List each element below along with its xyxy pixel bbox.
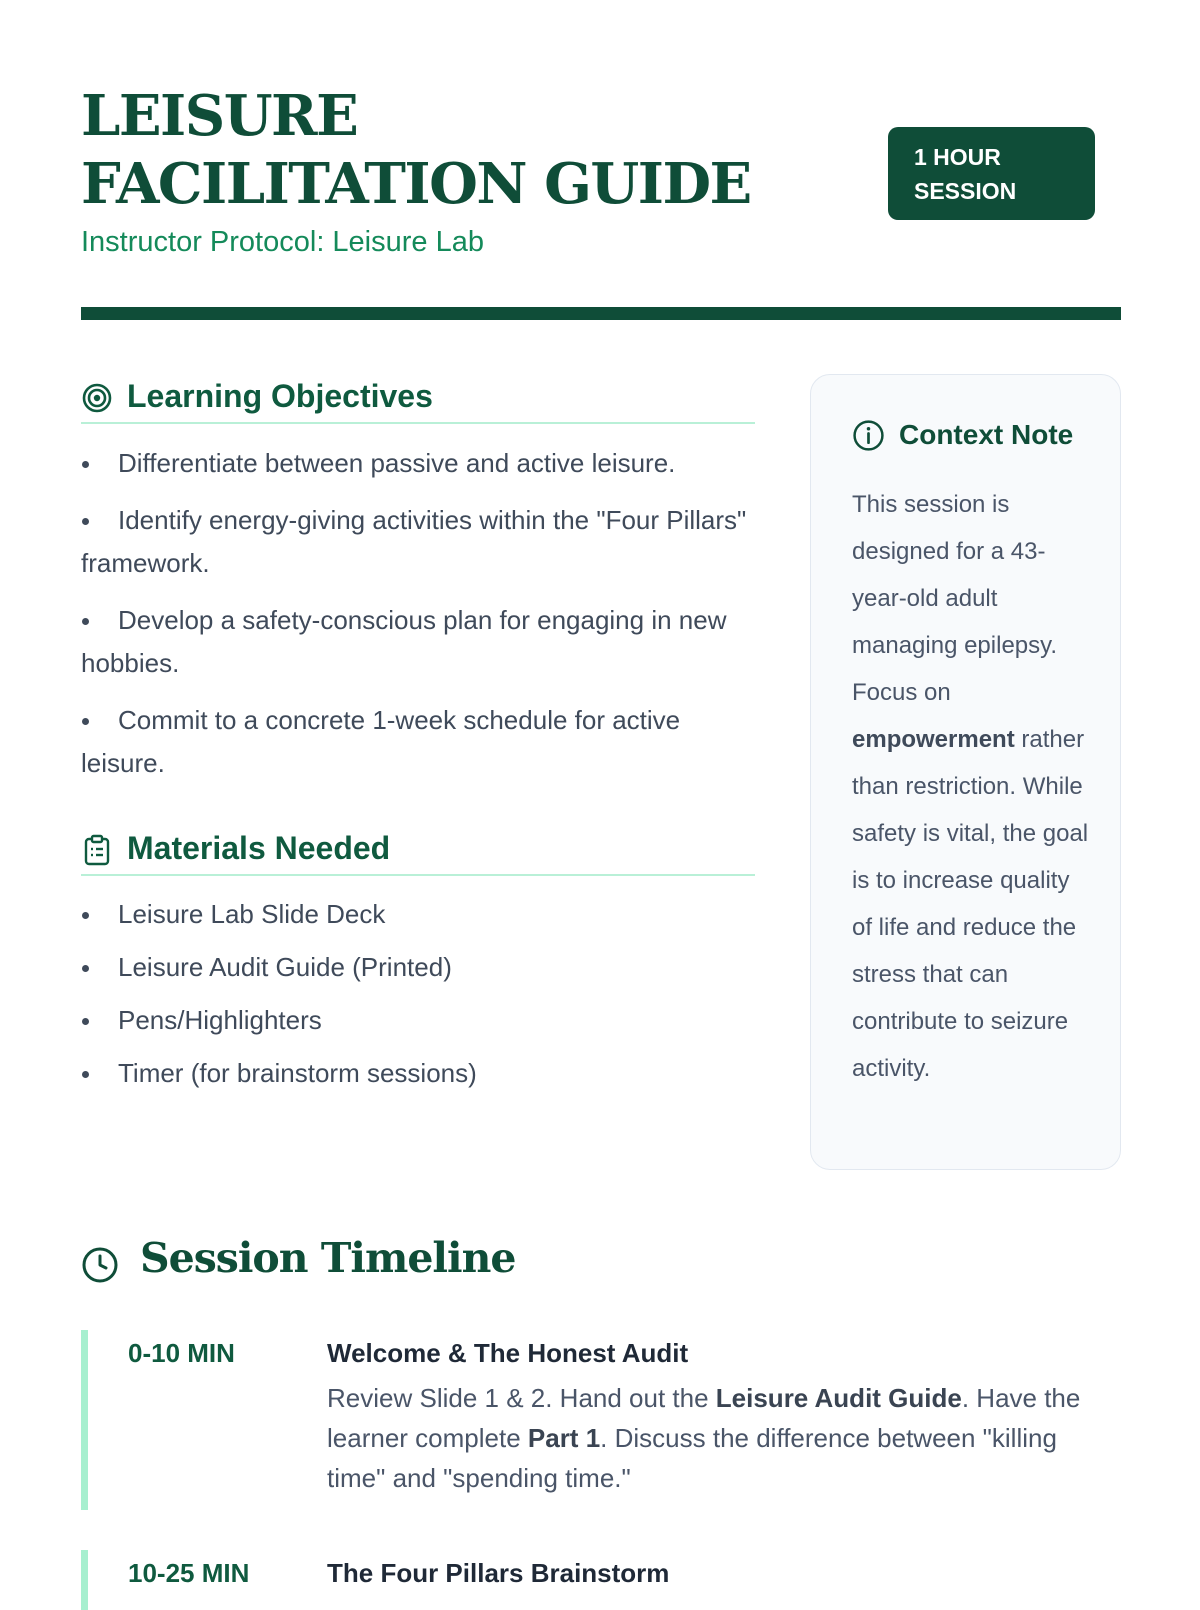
objectives-list	[81, 442, 755, 799]
clipboard-icon	[81, 834, 113, 866]
page-subtitle: Instructor Protocol: Leisure Lab	[81, 226, 484, 258]
list-item: Timer (for brainstorm sessions)	[81, 1052, 755, 1095]
header-divider	[81, 307, 1121, 320]
timeline-item-title: Welcome & The Honest Audit	[327, 1338, 689, 1368]
session-length-badge	[888, 127, 1095, 220]
page-title: LEISURE FACILITATION GUIDE	[81, 83, 751, 217]
context-note-card	[810, 374, 1121, 1170]
list-item: Identify energy-giving activities within the "Four Pillars" framework.	[81, 499, 755, 585]
list-item: Leisure Lab Slide Deck	[81, 893, 755, 936]
materials-list	[81, 893, 755, 1105]
timeline-time: 0-10 MIN	[128, 1338, 235, 1368]
timeline-title: Session Timeline	[140, 1234, 516, 1282]
timeline-time: 10-25 MIN	[128, 1558, 250, 1588]
timeline-item	[81, 1330, 1128, 1510]
badge-label: 1 HOUR SESSION	[914, 144, 1017, 204]
clock-icon	[81, 1246, 119, 1284]
timeline-item-description: Review Slide 1 & 2. Hand out the Leisure Audit Guide. Have the learner complete Part 1. Discuss the difference between "killing time" and "spending time."	[327, 1383, 1081, 1493]
context-note-text: This session is designed for a 43-year-old adult managing epilepsy. Focus on empowerment rather than restriction. While safety is vital, the goal is to increase quality of life and reduce the stress that can contribute to seizure activity.	[852, 491, 1089, 1082]
list-item: Differentiate between passive and active leisure.	[81, 442, 755, 485]
list-item: Commit to a concrete 1-week schedule for active leisure.	[81, 699, 755, 785]
materials-heading	[81, 828, 755, 876]
timeline-item-title: The Four Pillars Brainstorm	[327, 1558, 670, 1588]
list-item: Leisure Audit Guide (Printed)	[81, 946, 755, 989]
info-icon	[852, 419, 885, 452]
objectives-heading	[81, 376, 755, 424]
list-item: Pens/Highlighters	[81, 999, 755, 1042]
materials-title: Materials Needed	[127, 830, 391, 866]
target-icon	[81, 382, 113, 414]
context-note-title: Context Note	[899, 419, 1074, 450]
objectives-title: Learning Objectives	[127, 378, 433, 414]
list-item: Develop a safety-conscious plan for engaging in new hobbies.	[81, 599, 755, 685]
timeline-item	[81, 1550, 1128, 1610]
